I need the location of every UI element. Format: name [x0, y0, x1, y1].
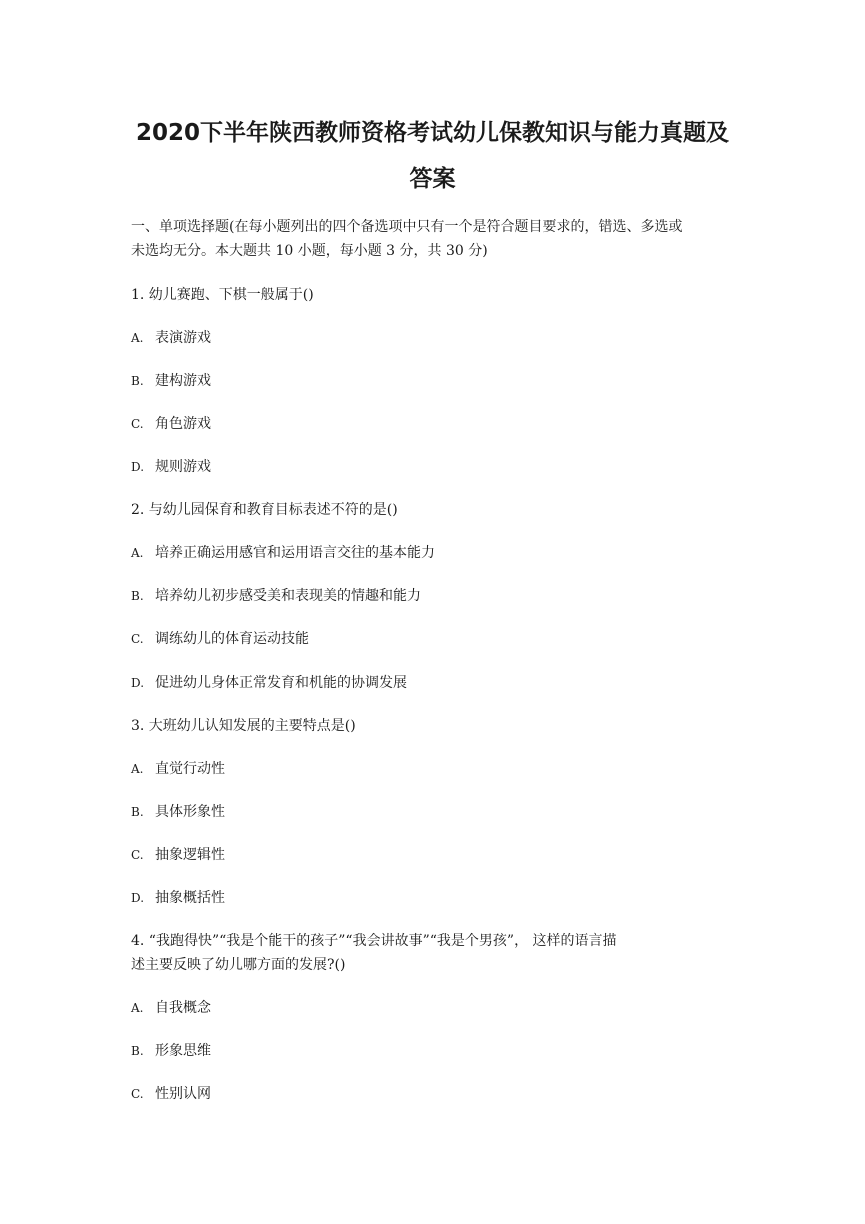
- question-2-option-c: [131, 629, 309, 649]
- option-text: 直觉行动性: [155, 761, 225, 777]
- question-2-option-b: [131, 586, 421, 606]
- option-key: B.: [131, 374, 144, 388]
- option-text: 形象思维: [155, 1043, 211, 1059]
- option-key: B.: [131, 805, 144, 819]
- question-1-option-d: [131, 457, 211, 477]
- option-key: C.: [131, 848, 144, 862]
- option-text: 性别认网: [155, 1086, 211, 1102]
- option-key: B.: [131, 1044, 144, 1058]
- question-1-option-c: [131, 414, 211, 434]
- option-key: A.: [131, 762, 144, 776]
- option-key: C.: [131, 417, 144, 431]
- option-text: 抽象逻辑性: [155, 847, 225, 863]
- option-text: 培养正确运用感官和运用语言交往的基本能力: [155, 545, 435, 561]
- question-4-option-c: [131, 1084, 211, 1104]
- option-key: A.: [131, 1001, 144, 1015]
- option-text: 促进幼儿身体正常发育和机能的协调发展: [155, 675, 407, 691]
- question-2-stem: 2. 与幼儿园保育和教育目标表述不符的是(): [131, 502, 398, 518]
- option-text: 培养幼儿初步感受美和表现美的情趣和能力: [155, 588, 421, 604]
- option-text: 角色游戏: [155, 416, 211, 432]
- option-key: D.: [131, 676, 145, 690]
- question-2-option-d: [131, 673, 407, 693]
- title-line-1: 2020下半年陕西教师资格考试幼儿保教知识与能力真题及: [135, 120, 729, 146]
- question-4-option-b: [131, 1041, 211, 1061]
- question-4-stem-line-2: 述主要反映了幼儿哪方面的发展?(): [131, 957, 346, 973]
- option-key: A.: [131, 331, 144, 345]
- question-4-stem-line-1: 4. “我跑得快”“我是个能干的孩子”“我会讲故事”“我是个男孩”， 这样的语言描: [131, 933, 617, 949]
- question-3-option-a: [131, 759, 225, 779]
- option-key: A.: [131, 546, 144, 560]
- title-line-2: 答案: [409, 166, 456, 192]
- option-text: 抽象概括性: [155, 890, 225, 906]
- option-key: B.: [131, 589, 144, 603]
- section-instructions-line-2: 未选均无分。本大题共 10 小题，每小题 3 分，共 30 分): [131, 243, 488, 259]
- option-key: C.: [131, 632, 144, 646]
- question-4-option-a: [131, 998, 211, 1018]
- question-3-option-d: [131, 888, 225, 908]
- question-3-stem: 3. 大班幼儿认知发展的主要特点是(): [131, 718, 356, 734]
- question-1-option-b: [131, 371, 211, 391]
- option-key: C.: [131, 1087, 144, 1101]
- option-text: 规则游戏: [155, 459, 211, 475]
- option-text: 表演游戏: [155, 330, 211, 346]
- option-text: 具体形象性: [155, 804, 225, 820]
- option-key: D.: [131, 460, 145, 474]
- question-3-option-c: [131, 845, 225, 865]
- section-instructions-line-1: 一、单项选择题(在每小题列出的四个备选项中只有一个是符合题目要求的，错选、多选或: [131, 219, 683, 235]
- question-3-option-b: [131, 802, 225, 822]
- option-text: 建构游戏: [155, 373, 211, 389]
- question-2-option-a: [131, 543, 435, 563]
- question-1-option-a: [131, 328, 211, 348]
- question-1-stem: 1. 幼儿赛跑、下棋一般属于(): [131, 287, 314, 303]
- option-text: 自我概念: [155, 1000, 211, 1016]
- option-text: 调练幼儿的体育运动技能: [155, 631, 309, 647]
- option-key: D.: [131, 891, 145, 905]
